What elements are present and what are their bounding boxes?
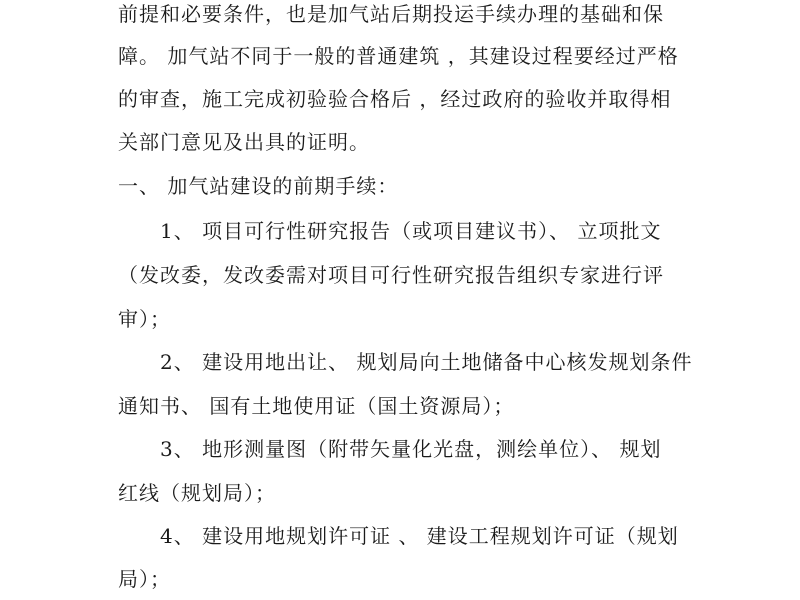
list-item-3-line-1: 3、 地形测量图（附带矢量化光盘，测绘单位）、 规划 bbox=[160, 437, 662, 461]
list-item-2-line-1: 2、 建设用地出让、 规划局向土地储备中心核发规划条件 bbox=[160, 350, 693, 374]
section-heading: 一、 加气站建设的前期手续： bbox=[118, 174, 399, 198]
list-item-1-line-1: 1、 项目可行性研究报告（或项目建议书）、 立项批文 bbox=[160, 219, 662, 243]
text-line-4: 关部门意见及出具的证明。 bbox=[118, 130, 370, 154]
list-item-4-line-1: 4、 建设用地规划许可证 、 建设工程规划许可证（规划 bbox=[160, 524, 679, 548]
list-item-3-line-2: 红线（规划局）； bbox=[118, 481, 276, 505]
list-item-1-line-2: （发改委，发改委需对项目可行性研究报告组织专家进行评 bbox=[118, 263, 664, 287]
text-line-3: 的审查，施工完成初验验合格后 ，经过政府的验收并取得相 bbox=[118, 87, 672, 111]
list-item-4-line-2: 局）； bbox=[118, 567, 171, 591]
text-line-1: 前提和必要条件，也是加气站后期投运手续办理的基础和保 bbox=[118, 2, 664, 26]
list-item-2-line-2: 通知书、 国有土地使用证（国土资源局）； bbox=[118, 394, 515, 418]
text-line-2: 障。 加气站不同于一般的普通建筑 ，其建设过程要经过严格 bbox=[118, 44, 679, 68]
list-item-1-line-3: 审）； bbox=[118, 307, 171, 331]
